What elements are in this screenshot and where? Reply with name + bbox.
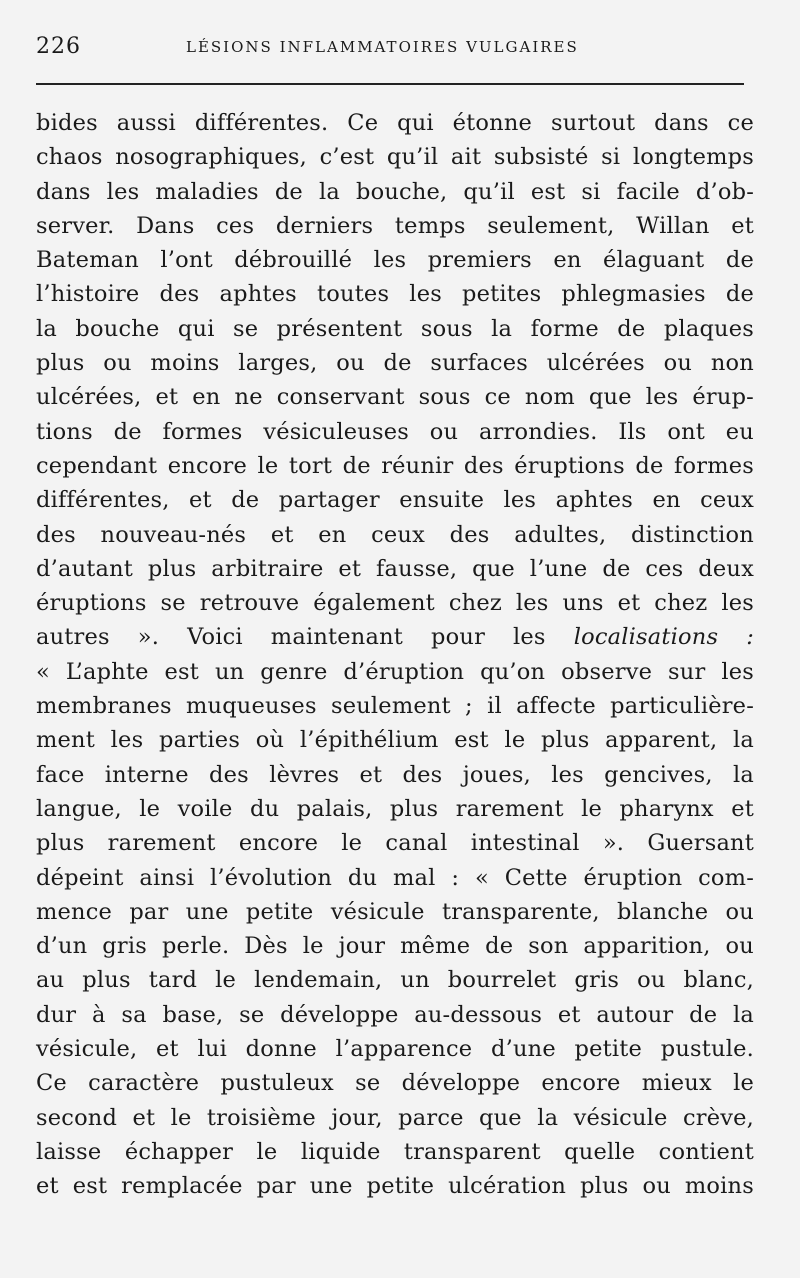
text-line: Bateman l’ont débrouillé les premiers en élaguant de [36, 247, 754, 274]
text-line: mence par une petite vésicule transparente, blanche ou [36, 898, 754, 925]
text-line: server. Dans ces derniers temps seulement, Willan et [36, 212, 754, 239]
italic-term: localisations : [573, 624, 754, 651]
running-title: LÉSIONS INFLAMMATOIRES VULGAIRES [186, 38, 579, 56]
text-line: au plus tard le lendemain, un bourrelet gris ou blanc, [36, 967, 754, 994]
text-line: différentes, et de partager ensuite les aphtes en ceux [36, 487, 754, 514]
text-line: plus ou moins larges, ou de surfaces ulcérées ou non [36, 350, 754, 377]
text-line: second et le troisième jour, parce que la vésicule crève, [36, 1104, 754, 1131]
text-line: membranes muqueuses seulement ; il affecte particulière- [36, 693, 754, 720]
text-line: dur à sa base, se développe au-dessous et autour de la [36, 1001, 754, 1028]
text-line: face interne des lèvres et des joues, les gencives, la [36, 761, 754, 788]
text-line: l’histoire des aphtes toutes les petites phlegmasies de [36, 281, 754, 308]
text-line: ulcérées, et en ne conservant sous ce nom que les érup- [36, 384, 754, 411]
text-line: laisse échapper le liquide transparent quelle contient [36, 1138, 754, 1165]
text-line: tions de formes vésiculeuses ou arrondies. Ils ont eu [36, 418, 754, 445]
text-line: langue, le voile du palais, plus rarement le pharynx et [36, 795, 754, 822]
text-line: éruptions se retrouve également chez les uns et chez les [36, 590, 754, 617]
text-line: dépeint ainsi l’évolution du mal : « Cette éruption com- [36, 864, 754, 891]
text-line-with-italic [36, 620, 754, 654]
text-line: des nouveau-nés et en ceux des adultes, distinction [36, 521, 754, 548]
text-segment: autres ». Voici maintenant pour les [36, 624, 546, 651]
text-line: vésicule, et lui donne l’apparence d’une petite pustule. [36, 1036, 754, 1063]
text-line: bides aussi différentes. Ce qui étonne surtout dans ce [36, 110, 754, 136]
text-line: d’autant plus arbitraire et fausse, que l’une de ces deux [36, 555, 754, 582]
text-line: dans les maladies de la bouche, qu’il est si facile d’ob- [36, 178, 754, 205]
header-rule [36, 83, 744, 85]
page-header [36, 34, 756, 66]
text-line: chaos nosographiques, c’est qu’il ait subsisté si longtemps [36, 144, 754, 171]
text-line: « L’aphte est un genre d’éruption qu’on observe sur les [36, 658, 754, 685]
text-line: la bouche qui se présentent sous la forme de plaques [36, 315, 754, 342]
text-line: et est remplacée par une petite ulcération plus ou moins [36, 1173, 754, 1200]
text-line: d’un gris perle. Dès le jour même de son apparition, ou [36, 933, 754, 960]
body-text [36, 106, 754, 1204]
text-line: plus rarement encore le canal intestinal ». Guersant [36, 830, 754, 857]
page-number: 226 [36, 34, 81, 59]
text-line: cependant encore le tort de réunir des éruptions de formes [36, 452, 754, 479]
text-line: Ce caractère pustuleux se développe encore mieux le [36, 1070, 754, 1097]
text-line: ment les parties où l’épithélium est le plus apparent, la [36, 727, 754, 754]
